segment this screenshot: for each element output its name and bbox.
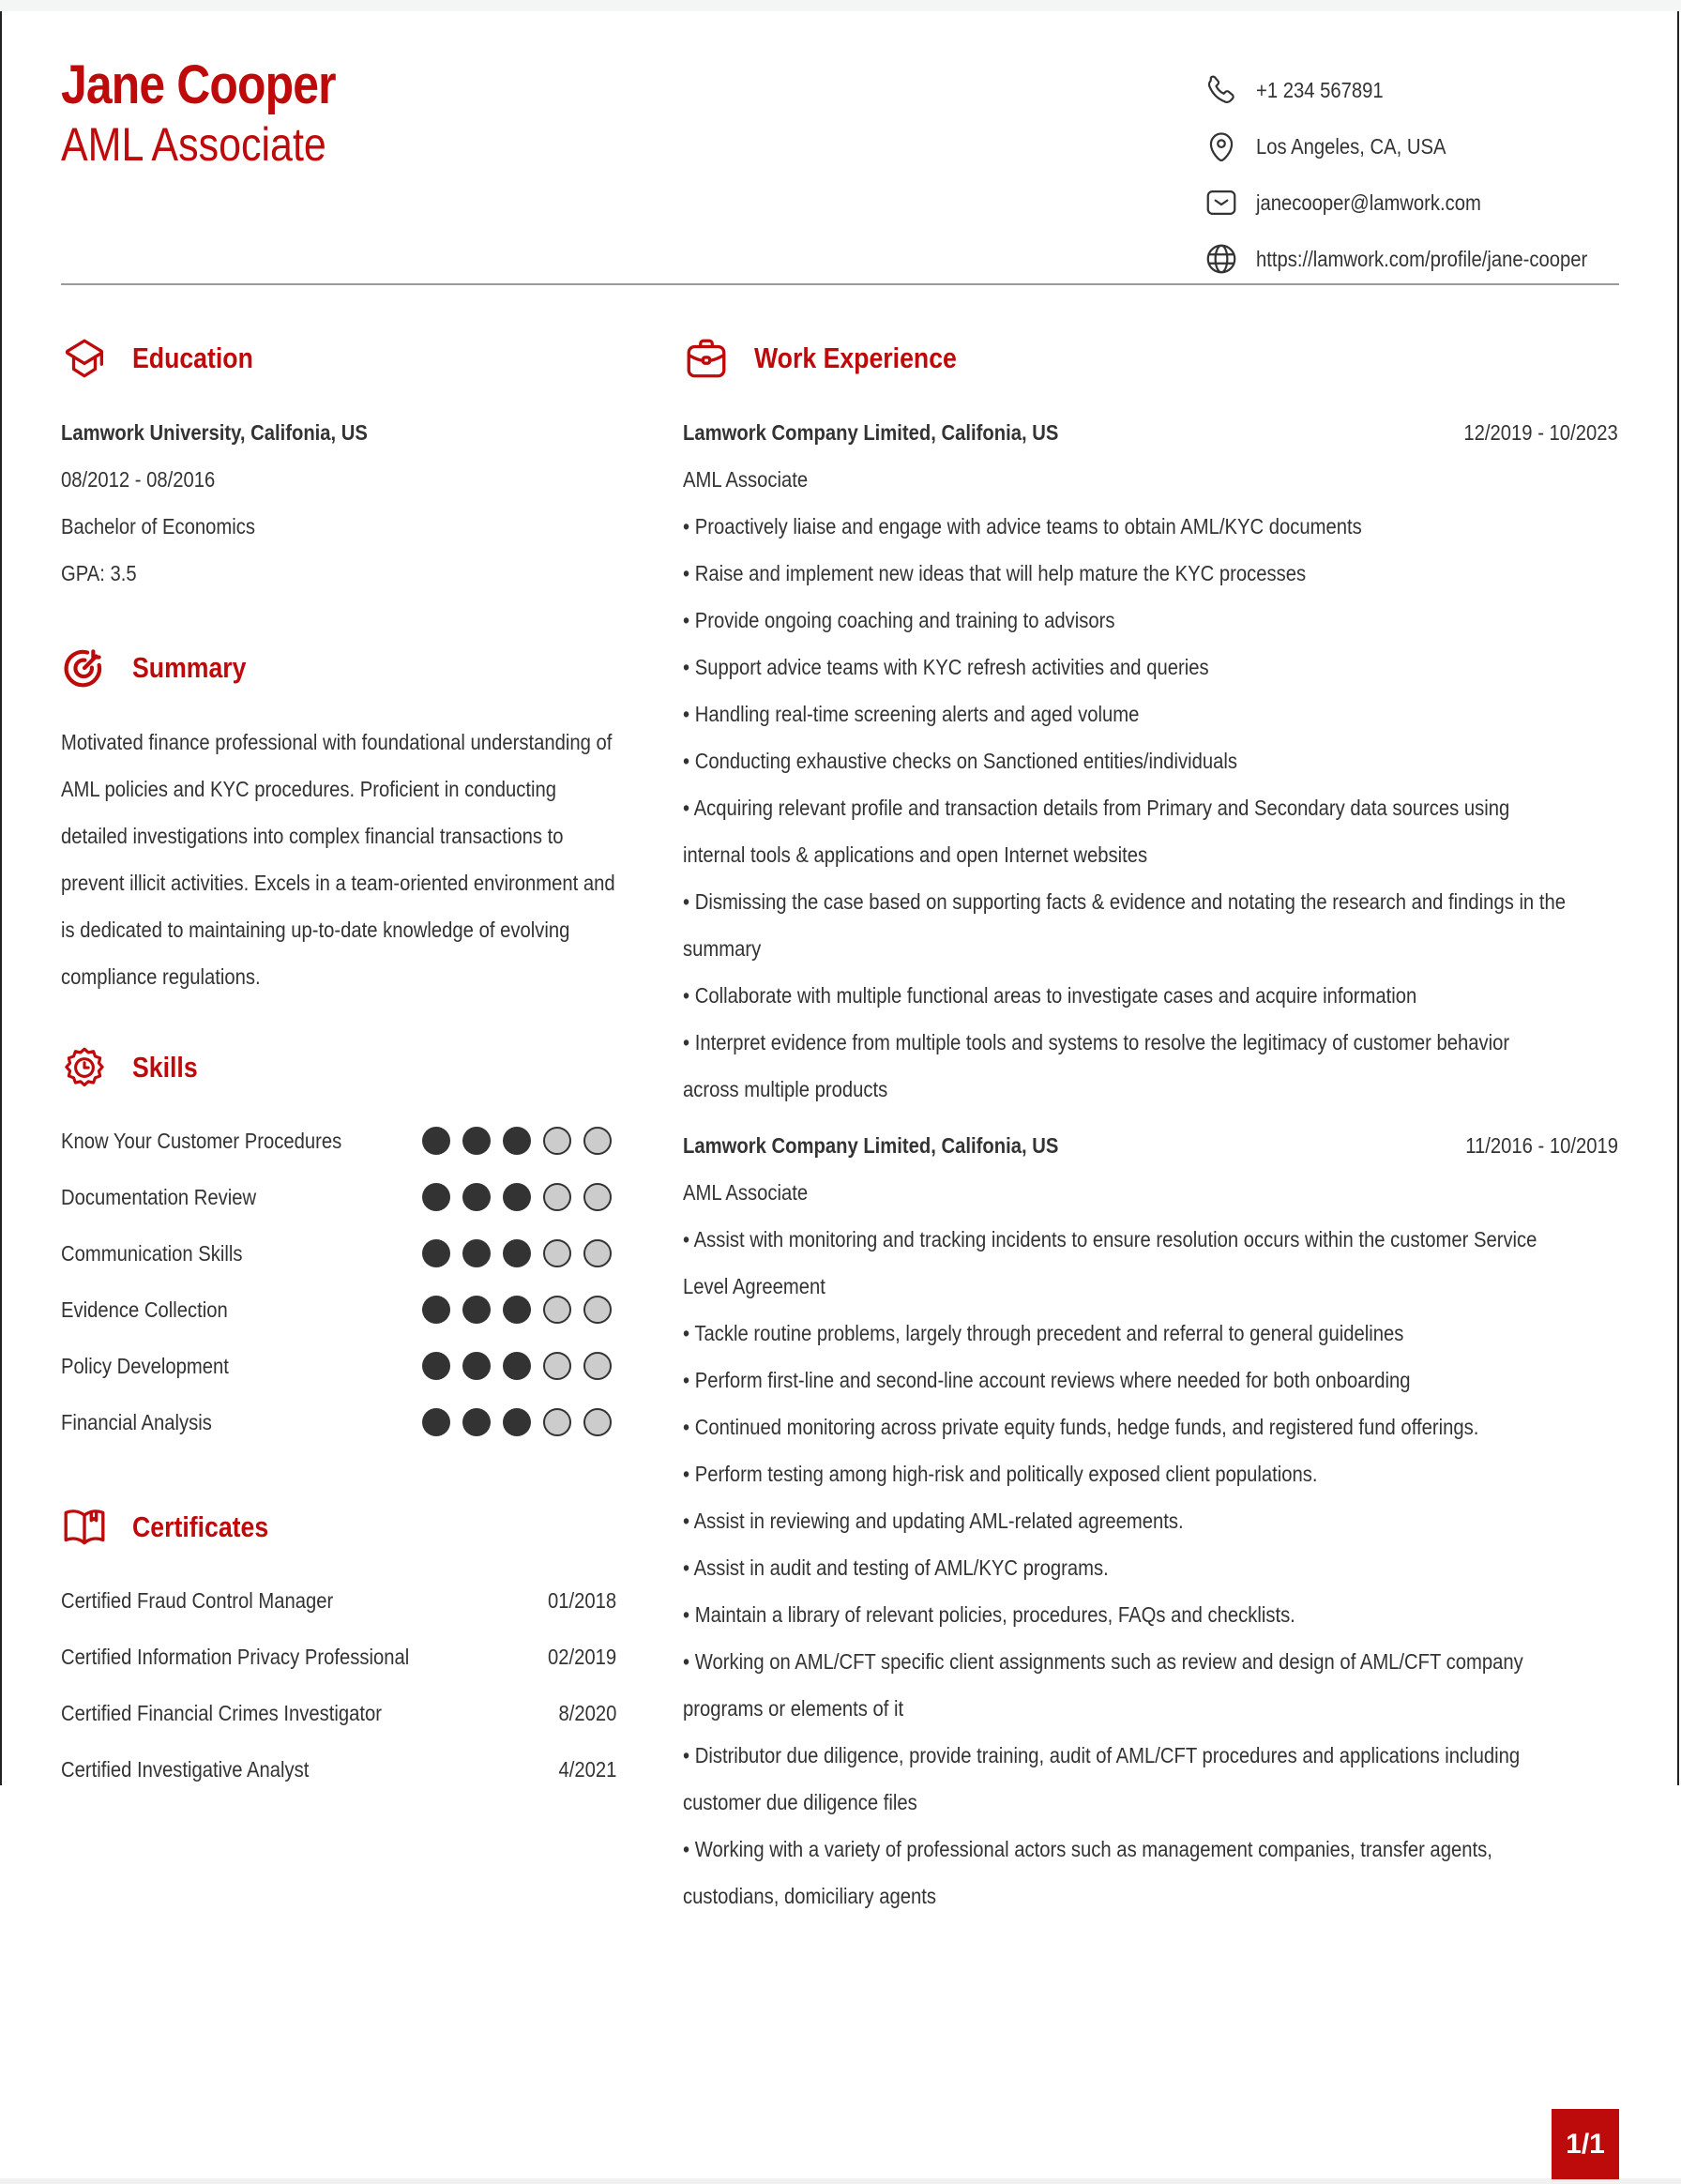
job-role: AML Associate [683,1180,809,1205]
education-school: Lamwork University, Califonia, US [61,420,368,445]
contact-location-text: Los Angeles, CA, USA [1256,133,1446,159]
job-bullet-line: • Conducting exhaustive checks on Sanctioned entities/individuals [683,749,1238,773]
job-bullet-line: internal tools & applications and open Internet websites [683,842,1148,867]
skills-heading [61,1038,616,1098]
certificates-list [61,1572,616,1797]
globe-icon [1204,241,1239,277]
contact-email [1204,174,1632,231]
briefcase-icon [683,335,730,382]
certificate-name: Certified Financial Crimes Investigator [61,1701,382,1725]
skill-rating [422,1408,612,1436]
candidate-name: Jane Cooper [61,54,336,115]
graduation-cap-icon [61,335,108,382]
book-icon [61,1504,108,1551]
summary-section [61,638,616,1000]
job-entry [683,409,1618,1113]
rating-dot-filled [422,1408,450,1436]
job-bullet-line: • Handling real-time screening alerts and aged volume [683,702,1140,726]
education-section [61,328,616,597]
skill-row [61,1113,616,1169]
skill-rating [422,1352,612,1380]
rating-dot-filled [462,1127,491,1155]
job-bullet-line: across multiple products [683,1077,888,1101]
contact-phone [1204,62,1632,118]
certificate-date: 01/2018 [547,1587,616,1613]
certificates-heading [61,1497,616,1557]
job-bullet-line: customer due diligence files [683,1790,917,1814]
contact-website-text[interactable]: https://lamwork.com/profile/jane-cooper [1256,246,1588,271]
education-title: Education [132,341,253,374]
contact-list [1204,62,1632,287]
skill-name: Know Your Customer Procedures [61,1129,342,1153]
job-header [683,409,1618,456]
rating-dot-empty [543,1352,571,1380]
job-bullet-line: • Proactively liaise and engage with advice teams to obtain AML/KYC documents [683,514,1362,538]
summary-text: Motivated finance professional with foundational understanding of AML policies and KYC procedures. Proficient in conducting detailed investigations into complex financial transactions to prevent illicit activities. Excels in a team-oriented environment and is dedicated to maintaining up-to-date knowledge of evolving compliance regulations. [61,730,615,989]
rating-dot-filled [462,1239,491,1267]
rating-dot-empty [543,1183,571,1211]
rating-dot-filled [503,1239,531,1267]
summary-body [61,719,616,1000]
mail-icon [1204,185,1239,220]
education-gpa: GPA: 3.5 [61,561,137,585]
certificate-name: Certified Information Privacy Professional [61,1645,410,1669]
skill-name: Policy Development [61,1354,229,1378]
job-company: Lamwork Company Limited, Califonia, US [683,420,1059,445]
rating-dot-filled [462,1296,491,1324]
work-experience-heading [683,328,1618,388]
summary-heading [61,638,616,698]
job-bullet-line: • Acquiring relevant profile and transaction details from Primary and Secondary data sources using [683,796,1510,820]
summary-title: Summary [132,651,247,684]
certificate-row [61,1685,616,1741]
certificate-row [61,1741,616,1797]
target-icon [61,645,108,691]
skills-section [61,1038,616,1450]
job-bullet-line: • Perform testing among high-risk and politically exposed client populations. [683,1462,1318,1486]
skill-rating [422,1127,612,1155]
rating-dot-filled [462,1183,491,1211]
rating-dot-filled [503,1352,531,1380]
job-bullet-line: • Tackle routine problems, largely through precedent and referral to general guidelines [683,1321,1404,1345]
rating-dot-filled [422,1352,450,1380]
rating-dot-empty [583,1127,612,1155]
right-column [683,328,1618,1919]
job-bullet-line: • Assist in reviewing and updating AML-related agreements. [683,1509,1184,1533]
education-heading [61,328,616,388]
rating-dot-empty [543,1408,571,1436]
location-icon [1204,129,1239,164]
gear-clock-icon [61,1044,108,1091]
job-dates: 12/2019 - 10/2023 [1463,420,1618,445]
job-bullet-line: • Working with a variety of professional actors such as management companies, transfer agents, [683,1837,1492,1861]
job-bullet-line: • Continued monitoring across private equity funds, hedge funds, and registered fund offerings. [683,1415,1479,1439]
skill-name: Documentation Review [61,1185,257,1209]
skill-row [61,1338,616,1394]
job-bullet-line: • Distributor due diligence, provide training, audit of AML/CFT procedures and applications including [683,1743,1521,1767]
job-bullet-line: • Support advice teams with KYC refresh activities and queries [683,655,1209,679]
job-entry [683,1122,1618,1919]
phone-icon [1204,72,1239,108]
job-role: AML Associate [683,467,809,492]
rating-dot-empty [583,1239,612,1267]
rating-dot-filled [462,1408,491,1436]
certificate-date: 02/2019 [547,1644,616,1669]
left-column [61,328,616,1797]
rating-dot-filled [503,1408,531,1436]
job-bullet-line: custodians, domiciliary agents [683,1884,937,1908]
skill-row [61,1169,616,1225]
skill-rating [422,1296,612,1324]
contact-location [1204,118,1632,174]
certificates-title: Certificates [132,1510,269,1543]
rating-dot-filled [422,1127,450,1155]
certificate-name: Certified Fraud Control Manager [61,1588,334,1613]
skills-list [61,1113,616,1450]
rating-dot-empty [583,1296,612,1324]
contact-email-text[interactable]: janecooper@lamwork.com [1256,190,1481,215]
candidate-title: AML Associate [61,118,326,171]
rating-dot-filled [503,1127,531,1155]
job-bullet-line: • Maintain a library of relevant policies, procedures, FAQs and checklists. [683,1602,1295,1627]
rating-dot-filled [503,1183,531,1211]
rating-dot-empty [583,1352,612,1380]
rating-dot-filled [462,1352,491,1380]
certificate-date: 4/2021 [558,1756,616,1782]
certificate-row [61,1629,616,1685]
skill-name: Communication Skills [61,1241,243,1266]
work-experience-title: Work Experience [754,341,957,374]
job-bullet-line: summary [683,936,762,961]
certificate-date: 8/2020 [558,1700,616,1725]
job-dates: 11/2016 - 10/2019 [1465,1133,1618,1158]
job-bullet-line: • Collaborate with multiple functional areas to investigate cases and acquire information [683,983,1417,1008]
skills-title: Skills [132,1051,198,1084]
contact-phone-text: +1 234 567891 [1256,77,1384,102]
rating-dot-empty [583,1408,612,1436]
job-bullet-line: programs or elements of it [683,1696,904,1721]
skill-row [61,1282,616,1338]
page-indicator: 1/1 [1552,2109,1619,2179]
job-company: Lamwork Company Limited, Califonia, US [683,1133,1059,1158]
certificate-row [61,1572,616,1629]
job-bullet-line: • Working on AML/CFT specific client assignments such as review and design of AML/CFT company [683,1649,1523,1674]
job-bullet-line: • Assist with monitoring and tracking incidents to ensure resolution occurs within the customer Service [683,1227,1537,1251]
education-body [61,409,616,597]
job-bullet-line: • Dismissing the case based on supporting facts & evidence and notating the research and findings in the [683,889,1566,914]
rating-dot-empty [543,1239,571,1267]
job-bullet-line: • Assist in audit and testing of AML/KYC programs. [683,1555,1109,1580]
certificate-name: Certified Investigative Analyst [61,1757,310,1782]
rating-dot-empty [543,1127,571,1155]
job-header [683,1122,1618,1169]
job-bullet-line: • Perform first-line and second-line account reviews where needed for both onboarding [683,1368,1411,1392]
work-experience-section [683,328,1618,1919]
skill-name: Evidence Collection [61,1297,228,1322]
skill-row [61,1394,616,1450]
job-list [683,409,1618,1919]
rating-dot-filled [422,1183,450,1211]
job-bullet-line: • Provide ongoing coaching and training to advisors [683,608,1115,632]
rating-dot-filled [422,1239,450,1267]
education-degree: Bachelor of Economics [61,514,256,538]
education-dates: 08/2012 - 08/2016 [61,467,216,492]
job-bullet-line: Level Agreement [683,1274,825,1298]
job-bullet-line: • Interpret evidence from multiple tools and systems to resolve the legitimacy of customer behavior [683,1030,1510,1054]
rating-dot-filled [503,1296,531,1324]
contact-website [1204,231,1632,287]
skill-rating [422,1239,612,1267]
rating-dot-empty [543,1296,571,1324]
certificates-section [61,1497,616,1797]
header-divider [61,283,1619,285]
skill-rating [422,1183,612,1211]
rating-dot-filled [422,1296,450,1324]
skill-name: Financial Analysis [61,1410,212,1434]
skill-row [61,1225,616,1282]
job-bullet-line: • Raise and implement new ideas that will help mature the KYC processes [683,561,1307,585]
rating-dot-empty [583,1183,612,1211]
